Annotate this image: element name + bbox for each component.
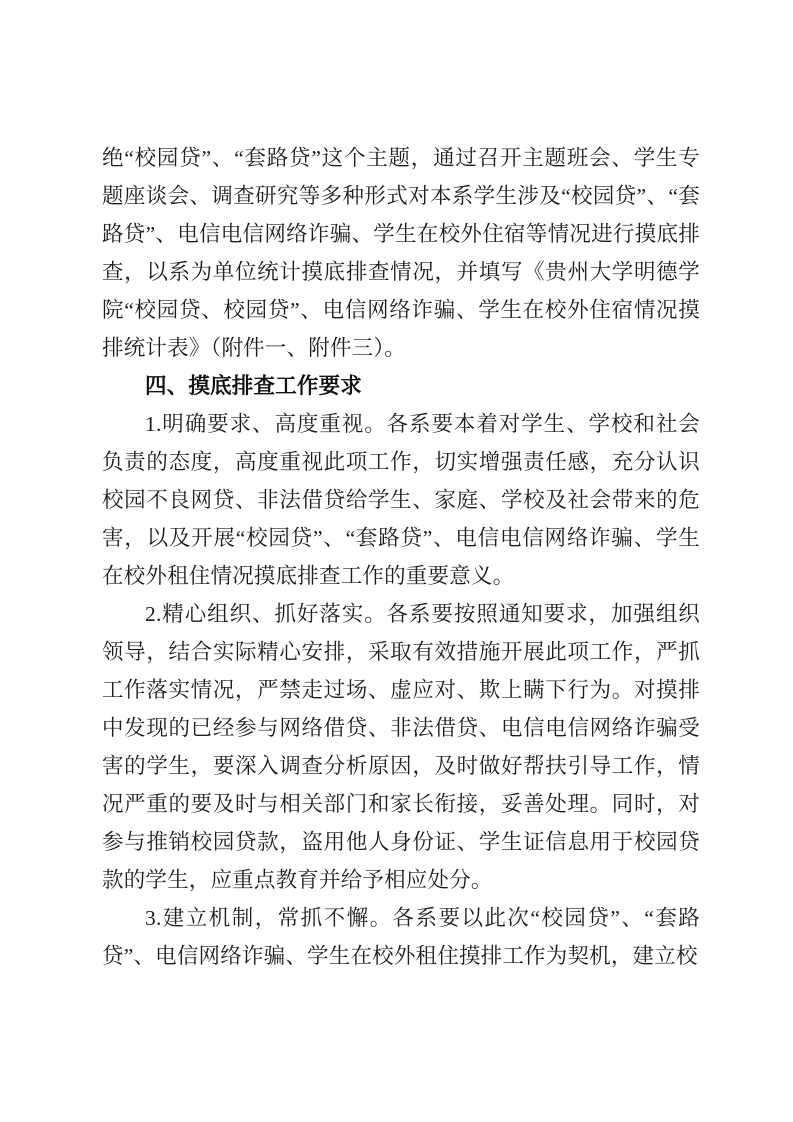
continuation-paragraph: 绝“校园贷”、“套路贷”这个主题，通过召开主题班会、学生专题座谈会、调查研究等多种形式对本系学生涉及“校园贷”、“套路贷”、电信电信网络诈骗、学生在校外住宿等情况进行摸底排查，以系为单位统计摸底排查情况，并填写《贵州大学明德学院“校园贷、校园贷”、电信网络诈骗、学生在校外住宿情况摸排统计表》（附件一、附件三）。 xyxy=(102,146,700,360)
numbered-item-3: 3.建立机制，常抓不懈。各系要以此次“校园贷”、“套路贷”、电信网络诈骗、学生在校外租住摸排工作为契机，建立校 xyxy=(102,906,700,968)
text-block xyxy=(102,139,700,975)
numbered-item-2: 2.精心组织、抓好落实。各系要按照通知要求，加强组织领导，结合实际精心安排，采取有效措施开展此项工作，严抓工作落实情况，严禁走过场、虚应对、欺上瞒下行为。对摸排中发现的已经参与网络借贷、非法借贷、电信电信网络诈骗受害的学生，要深入调查分析原因，及时做好帮扶引导工作，情况严重的要及时与相关部门和家长衔接，妥善处理。同时，对参与推销校园贷款，盗用他人身份证、学生证信息用于校园贷款的学生，应重点教育并给予相应处分。 xyxy=(102,602,700,892)
section-heading: 四、摸底排查工作要求 xyxy=(145,374,363,398)
numbered-item-1: 1.明确要求、高度重视。各系要本着对学生、学校和社会负责的态度，高度重视此项工作，切实增强责任感，充分认识校园不良网贷、非法借贷给学生、家庭、学校及社会带来的危害，以及开展“校园贷”、“套路贷”、电信电信网络诈骗、学生在校外租住情况摸底排查工作的重要意义。 xyxy=(102,412,700,588)
